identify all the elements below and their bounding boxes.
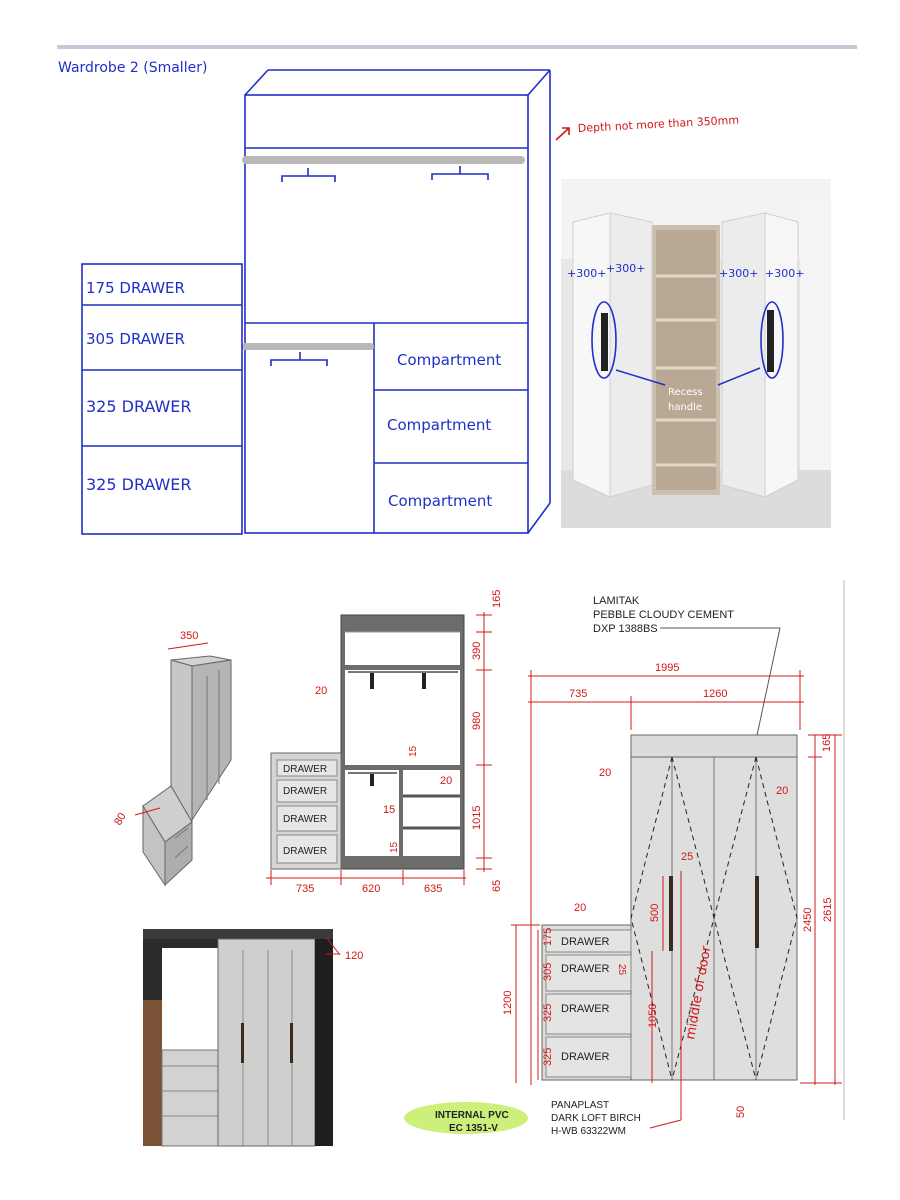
compartment-label-2: Compartment [387,416,492,434]
front-height-2450: 2450 [802,907,814,932]
int-drawer-1: DRAWER [283,764,328,775]
door-width-2: +300+ [606,262,646,275]
door-width-4: +300+ [765,267,805,280]
int-gap-4: 15 [383,804,396,816]
int-gap-1: 20 [315,685,328,697]
front-drawer-h-4: 325 [542,1047,554,1066]
material-bottom-3: H-WB 63322WM [551,1126,627,1137]
int-gap-2: 15 [408,745,419,757]
int-width-3: 635 [424,883,443,895]
int-dim-4: 1015 [471,805,483,830]
front-side-gap-right: 20 [776,785,789,797]
front-drawer-h-3: 325 [542,1003,554,1022]
front-total-width: 1995 [655,662,680,674]
compartment-label-3: Compartment [388,492,493,510]
material-top-2: PEBBLE CLOUDY CEMENT [593,609,735,621]
side-offset-dim: 80 [112,810,129,828]
front-handle-dim: 500 [649,903,661,922]
door-width-1: +300+ [567,267,607,280]
compartment-label-1: Compartment [397,351,502,369]
render-dim: 120 [345,950,364,962]
interior-elevation [266,590,503,895]
front-side-gap-left: 20 [599,767,612,779]
front-handle-height: 1050 [647,1003,659,1028]
front-drawer-h-2: 305 [542,962,554,981]
drawer-label-2: 305 DRAWER [86,330,185,348]
int-width-1: 735 [296,883,315,895]
material-bottom-1: PANAPLAST [551,1100,610,1111]
depth-note: Depth not more than 350mm [577,113,740,135]
front-top-dim: 165 [821,733,833,752]
int-gap-3: 20 [440,775,453,787]
int-dim-3: 980 [471,711,483,730]
front-drawer-unit-dim: 1200 [502,990,514,1015]
side-depth-dim: 350 [180,630,199,642]
int-dim-top: 165 [491,589,503,608]
recess-note-1: Recess [668,387,703,398]
top-divider [57,45,857,49]
front-left-width: 735 [569,688,588,700]
int-drawer-3: DRAWER [283,814,328,825]
front-height-2615: 2615 [822,897,834,922]
front-handle-gap: 25 [681,851,694,863]
front-drawer-4: DRAWER [561,1051,610,1063]
middle-of-door-note: middle of door [683,944,715,1041]
front-drawer-top-gap: 20 [574,902,587,914]
wardrobe-sketch [58,60,569,534]
internal-pvc-1: INTERNAL PVC [435,1110,509,1121]
door-width-3: +300+ [719,267,759,280]
int-drawer-4: DRAWER [283,846,328,857]
hanging-rail-top [242,156,525,164]
front-drawer-gap: 25 [616,964,627,976]
drawer-label-4: 325 DRAWER [86,475,192,494]
front-elevation [404,580,844,1137]
int-width-2: 620 [362,883,381,895]
front-right-width: 1260 [703,688,728,700]
reference-photo [561,179,831,528]
recess-note-2: handle [668,402,703,413]
hanging-rail-bottom [242,343,374,350]
material-top-3: DXP 1388BS [593,623,658,635]
int-gap-5: 15 [389,841,400,853]
material-top-1: LAMITAK [593,595,640,607]
sketch-title: Wardrobe 2 (Smaller) [58,60,208,76]
int-drawer-2: DRAWER [283,786,328,797]
front-drawer-1: DRAWER [561,936,610,948]
front-drawer-h-1: 175 [542,927,554,946]
drawer-label-3: 325 DRAWER [86,397,192,416]
side-view-3d [112,630,231,885]
front-drawer-3: DRAWER [561,1003,610,1015]
int-dim-2: 390 [471,641,483,660]
material-bottom-2: DARK LOFT BIRCH [551,1113,641,1124]
front-drawer-2: DRAWER [561,963,610,975]
render-view [143,929,363,1146]
internal-pvc-2: EC 1351-V [449,1123,498,1134]
front-bottom-dim: 50 [735,1105,747,1118]
int-dim-5: 65 [491,879,503,892]
drawer-label-1: 175 DRAWER [86,279,185,297]
